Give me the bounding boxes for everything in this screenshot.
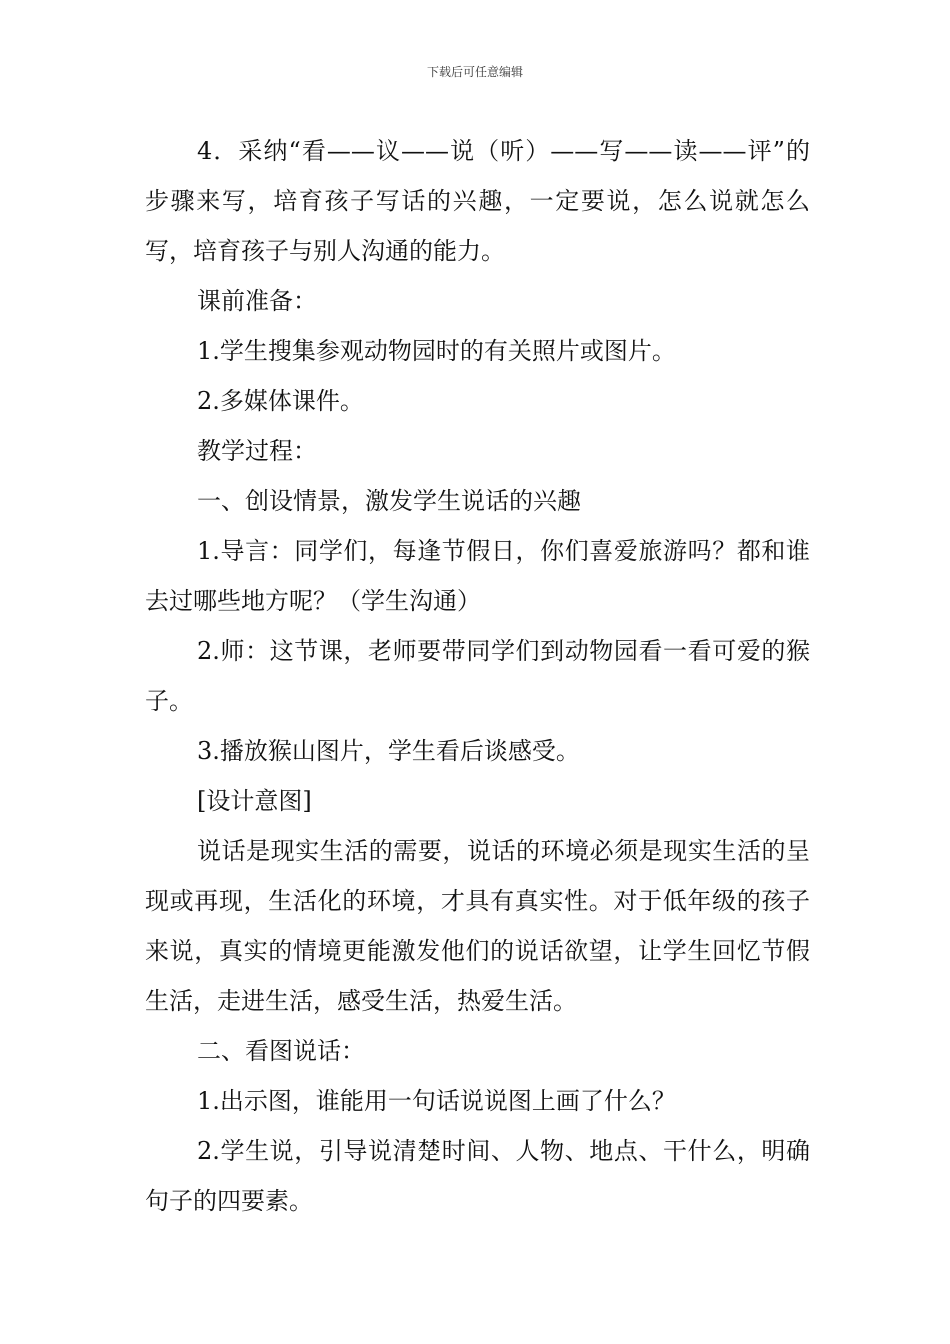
paragraph-intro: 1.导言：同学们，每逢节假日，你们喜爱旅游吗？都和谁去过哪些地方呢？（学生沟通） (145, 537, 810, 615)
paragraph-prep-2: 2.多媒体课件。 (197, 387, 364, 415)
document-body (145, 126, 810, 1226)
paragraph-design-intent: 说话是现实生活的需要，说话的环境必须是现实生活的呈现或再现，生活化的环境，才具有真实性。对于低年级的孩子来说，真实的情境更能激发他们的说话欲望，让学生回忆节假生活，走进生活，感受生活，热爱生活。 (145, 837, 810, 1015)
heading-preparation: 课前准备： (197, 287, 317, 315)
paragraph-show-picture: 1.出示图，谁能用一句话说说图上画了什么？ (197, 1087, 676, 1115)
paragraph-students-speak: 2.学生说，引导说清楚时间、人物、地点、干什么，明确句子的四要素。 (145, 1137, 810, 1215)
heading-design-intent: [设计意图] (197, 787, 312, 815)
heading-teaching-process: 教学过程： (197, 437, 317, 465)
paragraph-play-images: 3.播放猴山图片，学生看后谈感受。 (197, 737, 580, 765)
paragraph-method: 4．采纳“看——议——说（听）——写——读——评”的步骤来写，培育孩子写话的兴趣，一定要说，怎么说就怎么写，培育孩子与别人沟通的能力。 (145, 137, 810, 265)
page-header: 下载后可任意编辑 (426, 65, 523, 79)
paragraph-teacher: 2.师：这节课，老师要带同学们到动物园看一看可爱的猴子。 (145, 637, 810, 715)
paragraph-prep-1: 1.学生搜集参观动物园时的有关照片或图片。 (197, 337, 676, 365)
heading-section-1: 一、创设情景，激发学生说话的兴趣 (197, 487, 581, 515)
heading-section-2: 二、看图说话： (197, 1037, 365, 1065)
